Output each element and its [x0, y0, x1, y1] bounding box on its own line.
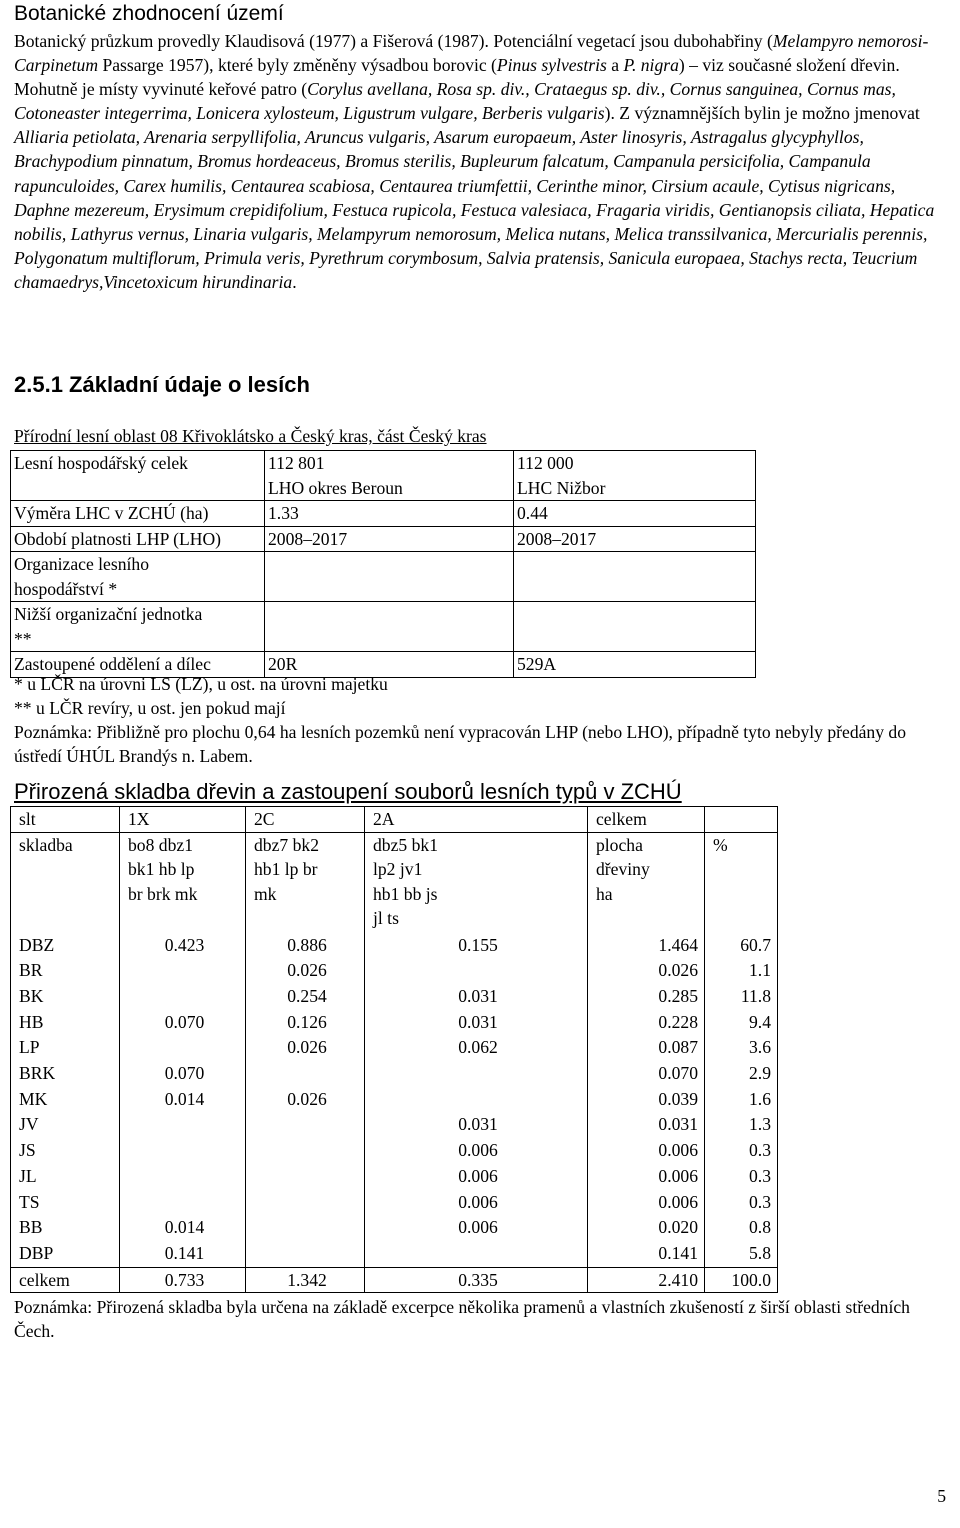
- value-cell: [246, 1112, 365, 1138]
- area-cell: 0.026: [588, 958, 705, 984]
- species-code-cell: BK: [11, 984, 120, 1010]
- percent-cell: 1.6: [705, 1087, 778, 1113]
- percent-cell: 11.8: [705, 984, 778, 1010]
- table-row: [11, 1087, 778, 1113]
- table-row: [11, 1061, 778, 1087]
- value-cell: [365, 1061, 588, 1087]
- page-number: 5: [937, 1486, 946, 1506]
- value-cell: 0.423: [120, 933, 246, 959]
- value-cell: [120, 1035, 246, 1061]
- value-cell: 0.733: [120, 1267, 246, 1293]
- value-cell: 0.026: [246, 958, 365, 984]
- value-cell: [514, 501, 756, 527]
- table-row: [11, 1190, 778, 1216]
- area-cell: 0.228: [588, 1010, 705, 1036]
- header-row: [11, 832, 778, 933]
- paragraph-text: Potenciální vegetací jsou dubohabřiny (: [488, 31, 773, 51]
- species-code-cell: BRK: [11, 1061, 120, 1087]
- percent-cell: 0.3: [705, 1164, 778, 1190]
- value-cell: [514, 526, 756, 552]
- table-row: [11, 1138, 778, 1164]
- species-code-cell: LP: [11, 1035, 120, 1061]
- forest-table-row: [11, 526, 756, 552]
- note-line: Poznámka: Přibližně pro plochu 0,64 ha lesních pozemků není vypracován LHP (nebo LHO), případně tyto nebyly předány do ústředí ÚHÚL Brandýs n. Labem.: [14, 722, 907, 766]
- area-cell: 0.141: [588, 1241, 705, 1267]
- header-cell: dbz5 bk1 lp2 jv1 hb1 bb js jl ts: [365, 832, 588, 933]
- row-label: Organizace lesního: [14, 554, 149, 574]
- percent-cell: 0.3: [705, 1138, 778, 1164]
- value-cell: [365, 1241, 588, 1267]
- row-label: Nižší organizační jednotka: [14, 604, 203, 624]
- forest-notes: [14, 672, 944, 768]
- species-code-cell: BR: [11, 958, 120, 984]
- value-cell: [365, 1087, 588, 1113]
- species-code-cell: MK: [11, 1087, 120, 1113]
- percent-cell: 0.3: [705, 1190, 778, 1216]
- percent-cell: 2.9: [705, 1061, 778, 1087]
- value-cell: 0.886: [246, 933, 365, 959]
- area-cell: 0.020: [588, 1215, 705, 1241]
- value-cell: 0.026: [246, 1087, 365, 1113]
- cell-value: 20R: [268, 654, 298, 674]
- section-heading-botanic: Botanické zhodnocení území: [14, 2, 284, 25]
- value-cell: 0.006: [365, 1215, 588, 1241]
- paragraph-text: ) – viz současné složení dřevin. Mohutně je místy vyvinuté keřové patro (: [14, 55, 900, 100]
- percent-cell: 1.1: [705, 958, 778, 984]
- natural-composition-table: [10, 806, 778, 1293]
- header-cell: [705, 807, 778, 833]
- species-names: Melampyro nemorosi-Carpinetum: [14, 31, 929, 76]
- row-label-cell: [11, 602, 265, 652]
- table-row: [11, 984, 778, 1010]
- paragraph-text: Passarge 1957), které byly změněny výsadbou borovic (: [98, 55, 497, 76]
- cell-value: 112 801: [268, 453, 325, 473]
- forest-basic-table: [10, 450, 756, 678]
- value-cell: [120, 984, 246, 1010]
- percent-cell: 60.7: [705, 933, 778, 959]
- header-cell: dbz7 bk2 hb1 lp br mk: [246, 832, 365, 933]
- row-label-cell: [11, 501, 265, 527]
- value-cell: [265, 526, 514, 552]
- value-cell: 0.006: [365, 1164, 588, 1190]
- natural-composition-note: Poznámka: Přirozená skladba byla určena na základě excerpce několika pramenů a vlastních zkušeností z širší oblasti středních Čech.: [14, 1297, 910, 1341]
- species-names: Corylus avellana, Rosa sp. div., Crataegus sp. div., Cornus sanguinea, Cornus mas, Cotoneaster integerrima, Lonicera xylosteum, Ligustrum vulgare, Berberis vulgaris: [14, 79, 896, 124]
- area-cell: 0.087: [588, 1035, 705, 1061]
- table-row: [11, 933, 778, 959]
- header-cell: skladba: [11, 832, 120, 933]
- header-row: [11, 807, 778, 833]
- value-cell: [120, 1190, 246, 1216]
- row-label-cell: [11, 552, 265, 602]
- cell-value: 112 000: [517, 453, 574, 473]
- area-cell: 0.006: [588, 1164, 705, 1190]
- table-row: [11, 1241, 778, 1267]
- cell-value: 529A: [517, 654, 557, 674]
- value-cell: 1.342: [246, 1267, 365, 1293]
- value-cell: 0.335: [365, 1267, 588, 1293]
- area-cell: 0.039: [588, 1087, 705, 1113]
- value-cell: 0.014: [120, 1215, 246, 1241]
- value-cell: [246, 1241, 365, 1267]
- species-code-cell: BB: [11, 1215, 120, 1241]
- species-code-cell: celkem: [11, 1267, 120, 1293]
- percent-cell: 5.8: [705, 1241, 778, 1267]
- value-cell: [514, 552, 756, 602]
- value-cell: [246, 1164, 365, 1190]
- value-cell: [246, 1215, 365, 1241]
- species-code-cell: DBZ: [11, 933, 120, 959]
- cell-value: 1.33: [268, 503, 299, 523]
- paragraph-text: ). Z významnějších bylin je možno jmenovat: [604, 103, 920, 124]
- species-code-cell: JS: [11, 1138, 120, 1164]
- value-cell: [120, 1138, 246, 1164]
- area-cell: 0.070: [588, 1061, 705, 1087]
- row-label: Výměra LHC v ZCHÚ (ha): [14, 503, 209, 523]
- percent-cell: 1.3: [705, 1112, 778, 1138]
- value-cell: 0.014: [120, 1087, 246, 1113]
- botanic-paragraph: [14, 29, 944, 294]
- value-cell: [265, 552, 514, 602]
- row-label: Období platnosti LHP (LHO): [14, 528, 222, 549]
- total-row: [11, 1267, 778, 1293]
- header-cell: 1X: [120, 807, 246, 833]
- row-label-cell: [11, 451, 265, 501]
- cell-value: 0.44: [517, 503, 548, 523]
- percent-cell: 3.6: [705, 1035, 778, 1061]
- row-label: hospodářství *: [14, 578, 118, 599]
- value-cell: 0.070: [120, 1010, 246, 1036]
- species-code-cell: TS: [11, 1190, 120, 1216]
- forest-table-row: [11, 552, 756, 602]
- value-cell: 0.031: [365, 1010, 588, 1036]
- value-cell: 0.155: [365, 933, 588, 959]
- row-label: **: [14, 628, 32, 649]
- value-cell: [246, 1138, 365, 1164]
- header-cell: 2A: [365, 807, 588, 833]
- species-names: Alliaria petiolata, Arenaria serpyllifolia, Aruncus vulgaris, Asarum europaeum, Aster linosyris, Astragalus glycyphyllos, Brachypodium pinnatum, Bromus hordeaceus, Bromus sterilis, Bupleurum falcatum, Campanula persicifolia, Campanula rapunculoides, Carex humilis, Centaurea scabiosa, Centaurea triumfettii, Cerinthe minor, Cirsium acaule, Cytisus nigricans, Daphne mezereum, Erysimum crepidifolium, Festuca rupicola, Festuca valesiaca, Fragaria viridis, Gentianopsis ciliata, Hepatica nobilis, Lathyrus vernus, Linaria vulgaris, Melampyrum nemorosum, Melica nutans, Melica transsilvanica, Mercurialis perennis, Polygonatum multiflorum, Primula veris, Pyrethrum corymbosum, Salvia pratensis, Sanicula europaea, Stachys recta, Teucrium chamaedrys,Vincetoxicum hirundinaria: [14, 127, 935, 292]
- table-row: [11, 1112, 778, 1138]
- value-cell: [365, 958, 588, 984]
- species-code-cell: JV: [11, 1112, 120, 1138]
- area-cell: 0.006: [588, 1190, 705, 1216]
- table-row: [11, 1164, 778, 1190]
- header-cell: slt: [11, 807, 120, 833]
- table-row: [11, 1010, 778, 1036]
- value-cell: 0.062: [365, 1035, 588, 1061]
- species-code-cell: JL: [11, 1164, 120, 1190]
- forest-region-line: Přírodní lesní oblast 08 Křivoklátsko a Český kras, část Český kras: [14, 426, 487, 446]
- header-cell: 2C: [246, 807, 365, 833]
- value-cell: [514, 451, 756, 501]
- row-label-cell: [11, 526, 265, 552]
- paragraph-text: .: [292, 271, 297, 292]
- area-cell: 2.410: [588, 1267, 705, 1293]
- cell-value: 2008–2017: [268, 528, 348, 549]
- value-cell: 0.026: [246, 1035, 365, 1061]
- value-cell: [246, 1190, 365, 1216]
- header-cell: celkem: [588, 807, 705, 833]
- value-cell: [120, 1164, 246, 1190]
- species-names: Pinus sylvestris: [496, 55, 607, 76]
- table-row: [11, 958, 778, 984]
- value-cell: 0.006: [365, 1190, 588, 1216]
- area-cell: 0.031: [588, 1112, 705, 1138]
- value-cell: 0.031: [365, 1112, 588, 1138]
- species-code-cell: HB: [11, 1010, 120, 1036]
- percent-cell: 0.8: [705, 1215, 778, 1241]
- header-cell: %: [705, 832, 778, 933]
- note-line: * u LČR na úrovni LS (LZ), u ost. na úrovni majetku: [14, 674, 388, 694]
- area-cell: 0.285: [588, 984, 705, 1010]
- forest-table-row: [11, 501, 756, 527]
- value-cell: 0.254: [246, 984, 365, 1010]
- header-cell: plocha dřeviny ha: [588, 832, 705, 933]
- percent-cell: 9.4: [705, 1010, 778, 1036]
- table-row: [11, 1215, 778, 1241]
- species-code-cell: DBP: [11, 1241, 120, 1267]
- forest-table-row: [11, 451, 756, 501]
- value-cell: 0.126: [246, 1010, 365, 1036]
- value-cell: 0.006: [365, 1138, 588, 1164]
- forest-table-row: [11, 602, 756, 652]
- note-line: ** u LČR revíry, u ost. jen pokud mají: [14, 698, 286, 718]
- area-cell: 1.464: [588, 933, 705, 959]
- value-cell: 0.141: [120, 1241, 246, 1267]
- area-cell: 0.006: [588, 1138, 705, 1164]
- section-heading-forest-data: 2.5.1 Základní údaje o lesích: [14, 372, 310, 397]
- section-heading-natural-composition: Přirozená skladba dřevin a zastoupení souborů lesních typů v ZCHÚ: [14, 779, 682, 804]
- species-names: P. nigra: [623, 55, 679, 76]
- value-cell: [514, 602, 756, 652]
- cell-value: 2008–2017: [517, 528, 597, 549]
- row-label: Lesní hospodářský celek: [14, 453, 188, 473]
- value-cell: [265, 451, 514, 501]
- paragraph-text: a: [606, 55, 624, 76]
- header-cell: bo8 dbz1 bk1 hb lp br brk mk: [120, 832, 246, 933]
- value-cell: [265, 501, 514, 527]
- percent-cell: 100.0: [705, 1267, 778, 1293]
- cell-value: LHC Nižbor: [517, 477, 606, 498]
- value-cell: [120, 1112, 246, 1138]
- cell-value: LHO okres Beroun: [268, 477, 403, 498]
- value-cell: [120, 958, 246, 984]
- row-label: Zastoupené oddělení a dílec: [14, 654, 211, 674]
- paragraph-text: Botanický průzkum provedly Klaudisová (1977) a Fišerová (1987).: [14, 31, 489, 51]
- value-cell: 0.031: [365, 984, 588, 1010]
- table-row: [11, 1035, 778, 1061]
- value-cell: [265, 602, 514, 652]
- value-cell: [246, 1061, 365, 1087]
- value-cell: 0.070: [120, 1061, 246, 1087]
